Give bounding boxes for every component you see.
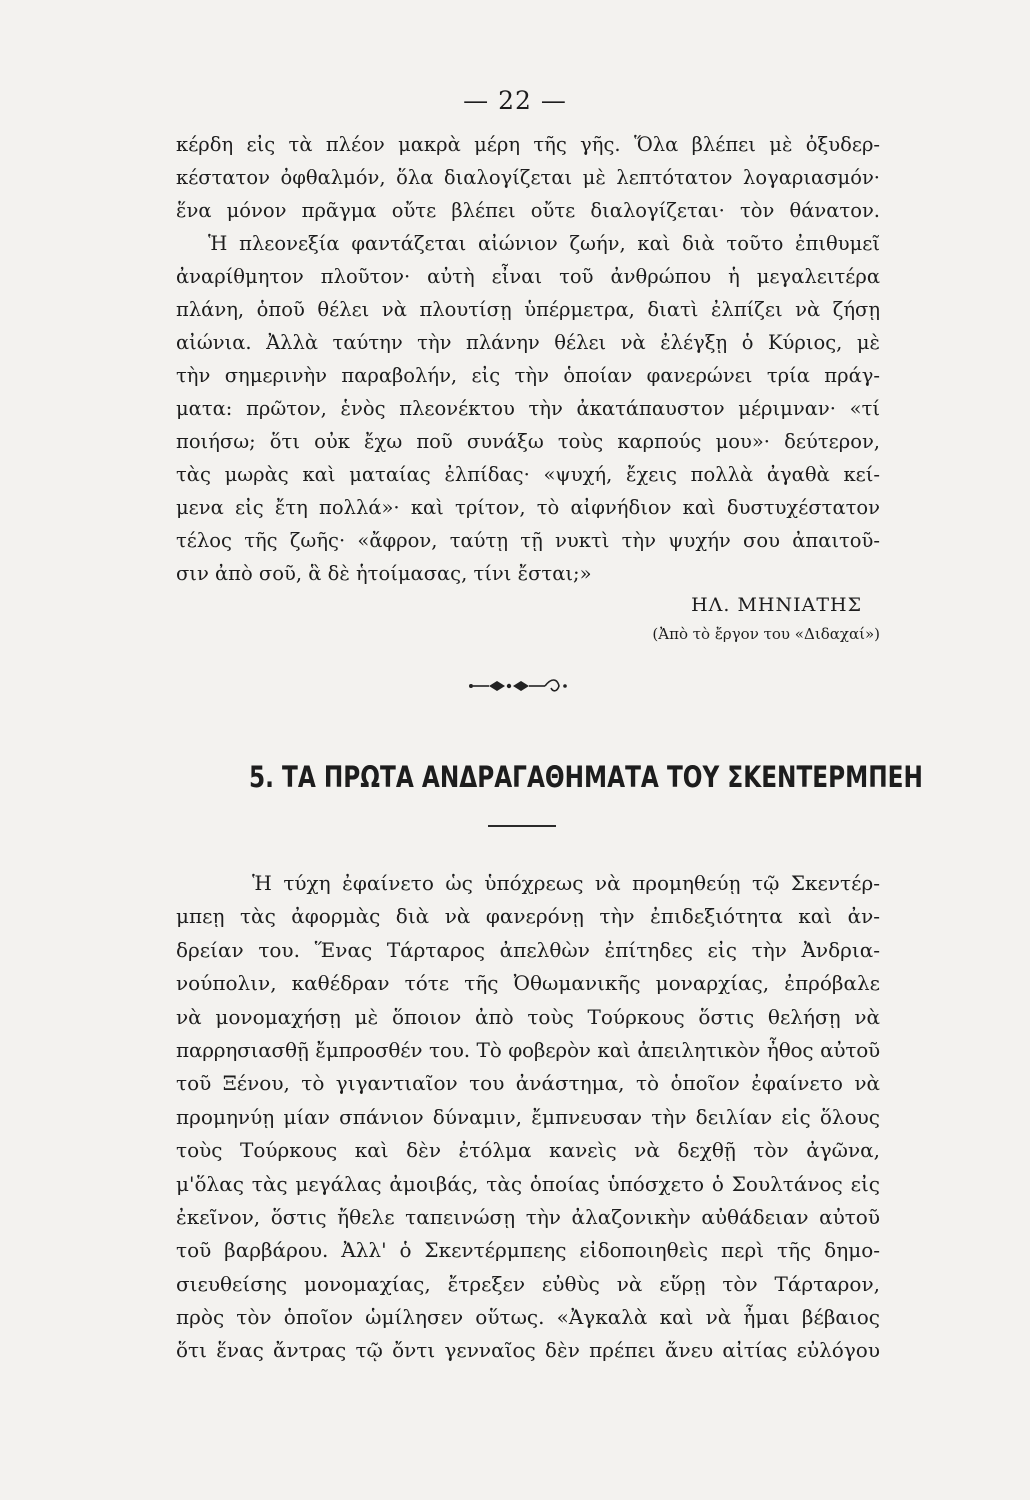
text-line: πλάνη, ὁποῦ θέλει νὰ πλουτίσῃ ὑπέρμετρα, διατὶ ἐλπίζει νὰ ζήσῃ — [176, 298, 880, 321]
text-line: τοῦ Ξένου, τὸ γιγαντιαῖον του ἀνάστημα, τὸ ὁποῖον ἐφαίνετο νὰ — [176, 1071, 880, 1096]
paragraph-miniatis — [176, 128, 880, 590]
text-line: σιν ἀπὸ σοῦ, ἃ δὲ ἡτοίμασας, τίνι ἔσται;» — [176, 562, 592, 585]
text-line: Ἡ πλεονεξία φαντάζεται αἰώνιον ζωήν, καὶ διὰ τοῦτο ἐπιθυμεῖ — [208, 232, 880, 255]
text-line: μπεῃ τὰς ἀφορμὰς διὰ νὰ φανερόνῃ τὴν ἐπιδεξιότητα καὶ ἀν- — [176, 904, 880, 929]
text-line: προμηνύῃ μίαν σπάνιον δύναμιν, ἔμπνευσαν τὴν δειλίαν εἰς ὅλους — [176, 1104, 880, 1129]
text-line: παρρησιασθῇ ἔμπροσθέν του. Τὸ φοβερὸν καὶ ἀπειλητικὸν ἦθος αὐτοῦ — [176, 1037, 880, 1062]
section-title: 5. ΤΑ ΠΡΩΤΑ ΑΝΔΡΑΓΑΘΗΜΑΤΑ ΤΟΥ ΣΚΕΝΤΕΡΜΠΕΗ — [249, 760, 923, 794]
text-line: νὰ μονομαχήσῃ μὲ ὅποιον ἀπὸ τοὺς Τούρκους ὅστις θελήσῃ νὰ — [176, 1004, 880, 1029]
text-line: ἕνα μόνον πρᾶγμα οὔτε βλέπει οὔτε διαλογίζεται· τὸν θάνατον. — [176, 199, 880, 222]
signature-author: ΗΛ. ΜΗΝΙΑΤΗΣ — [691, 594, 862, 616]
text-line: μ'ὅλας τὰς μεγάλας ἀμοιβάς, τὰς ὁποίας ὑπόσχετο ὁ Σουλτάνος εἰς — [176, 1171, 880, 1196]
text-line: σιευθείσης μονομαχίας, ἔτρεξεν εὐθὺς νὰ εὕρῃ τὸν Τάρταρον, — [176, 1271, 880, 1296]
text-line: ἐκεῖνον, ὅστις ἤθελε ταπεινώσῃ τὴν ἀλαζονικὴν αὐθάδειαν αὐτοῦ — [176, 1204, 880, 1229]
text-line: μενα εἰς ἔτη πολλά»· καὶ τρίτον, τὸ αἰφνήδιον καὶ δυστυχέστατον — [176, 496, 880, 519]
text-line: τὰς μωρὰς καὶ ματαίας ἐλπίδας· «ψυχή, ἔχεις πολλὰ ἀγαθὰ κεί- — [176, 463, 880, 486]
text-line: ὅτι ἕνας ἄντρας τῷ ὄντι γενναῖος δὲν πρέπει ἄνευ αἰτίας εὐλόγου — [176, 1338, 880, 1363]
text-line: τὴν σημερινὴν παραβολήν, εἰς τὴν ὁποίαν φανερώνει τρία πράγ- — [176, 364, 880, 387]
text-line: πρὸς τὸν ὁποῖον ὡμίλησεν οὕτως. «Ἀγκαλὰ καὶ νὰ ἦμαι βέβαιος — [176, 1305, 880, 1330]
signature-source: (Ἀπὸ τὸ ἔργον του «Διδαχαί») — [652, 625, 880, 643]
text-line: ματα: πρῶτον, ἑνὸς πλεονέκτου τὴν ἀκατάπαυστον μέριμναν· «τί — [176, 397, 880, 420]
text-line: κέρδη εἰς τὰ πλέον μακρὰ μέρη τῆς γῆς. Ὅλα βλέπει μὲ ὀξυδερ- — [176, 133, 880, 156]
page-number: — 22 — — [463, 86, 567, 115]
text-line: Ἡ τύχη ἐφαίνετο ὡς ὑπόχρεως νὰ προμηθεύῃ τῷ Σκεντέρ- — [252, 871, 880, 895]
ornament-divider-icon — [465, 676, 575, 696]
text-line: τοῦ βαρβάρου. Ἀλλ' ὁ Σκεντέρμπεης εἰδοποιηθεὶς περὶ τῆς δημο- — [176, 1238, 880, 1263]
text-line: τοὺς Τούρκους καὶ δὲν ἐτόλμα κανεὶς νὰ δεχθῇ τὸν ἀγῶνα, — [176, 1138, 880, 1163]
text-line: ποιήσω; ὅτι οὐκ ἔχω ποῦ συνάξω τοὺς καρπούς μου»· δεύτερον, — [176, 430, 880, 453]
text-line: αἰώνια. Ἀλλὰ ταύτην τὴν πλάνην θέλει νὰ ἐλέγξῃ ὁ Κύριος, μὲ — [176, 331, 880, 354]
text-line: ἀναρίθμητον πλοῦτον· αὐτὴ εἶναι τοῦ ἀνθρώπου ἡ μεγαλειτέρα — [176, 265, 880, 288]
text-line: δρείαν του. Ἕνας Τάρταρος ἀπελθὼν ἐπίτηδες εἰς τὴν Ἀνδρια- — [176, 937, 880, 962]
text-line: κέστατον ὀφθαλμόν, ὅλα διαλογίζεται μὲ λεπτότατον λογαριασμόν· — [176, 166, 880, 189]
text-line: τέλος τῆς ζωῆς· «ἄφρον, ταύτῃ τῇ νυκτὶ τὴν ψυχήν σου ἀπαιτοῦ- — [176, 529, 880, 552]
title-rule — [488, 825, 556, 827]
text-line: νούπολιν, καθέδραν τότε τῆς Ὀθωμανικῆς μοναρχίας, ἐπρόβαλε — [176, 971, 880, 996]
paragraph-skanderbeg — [176, 867, 880, 1368]
